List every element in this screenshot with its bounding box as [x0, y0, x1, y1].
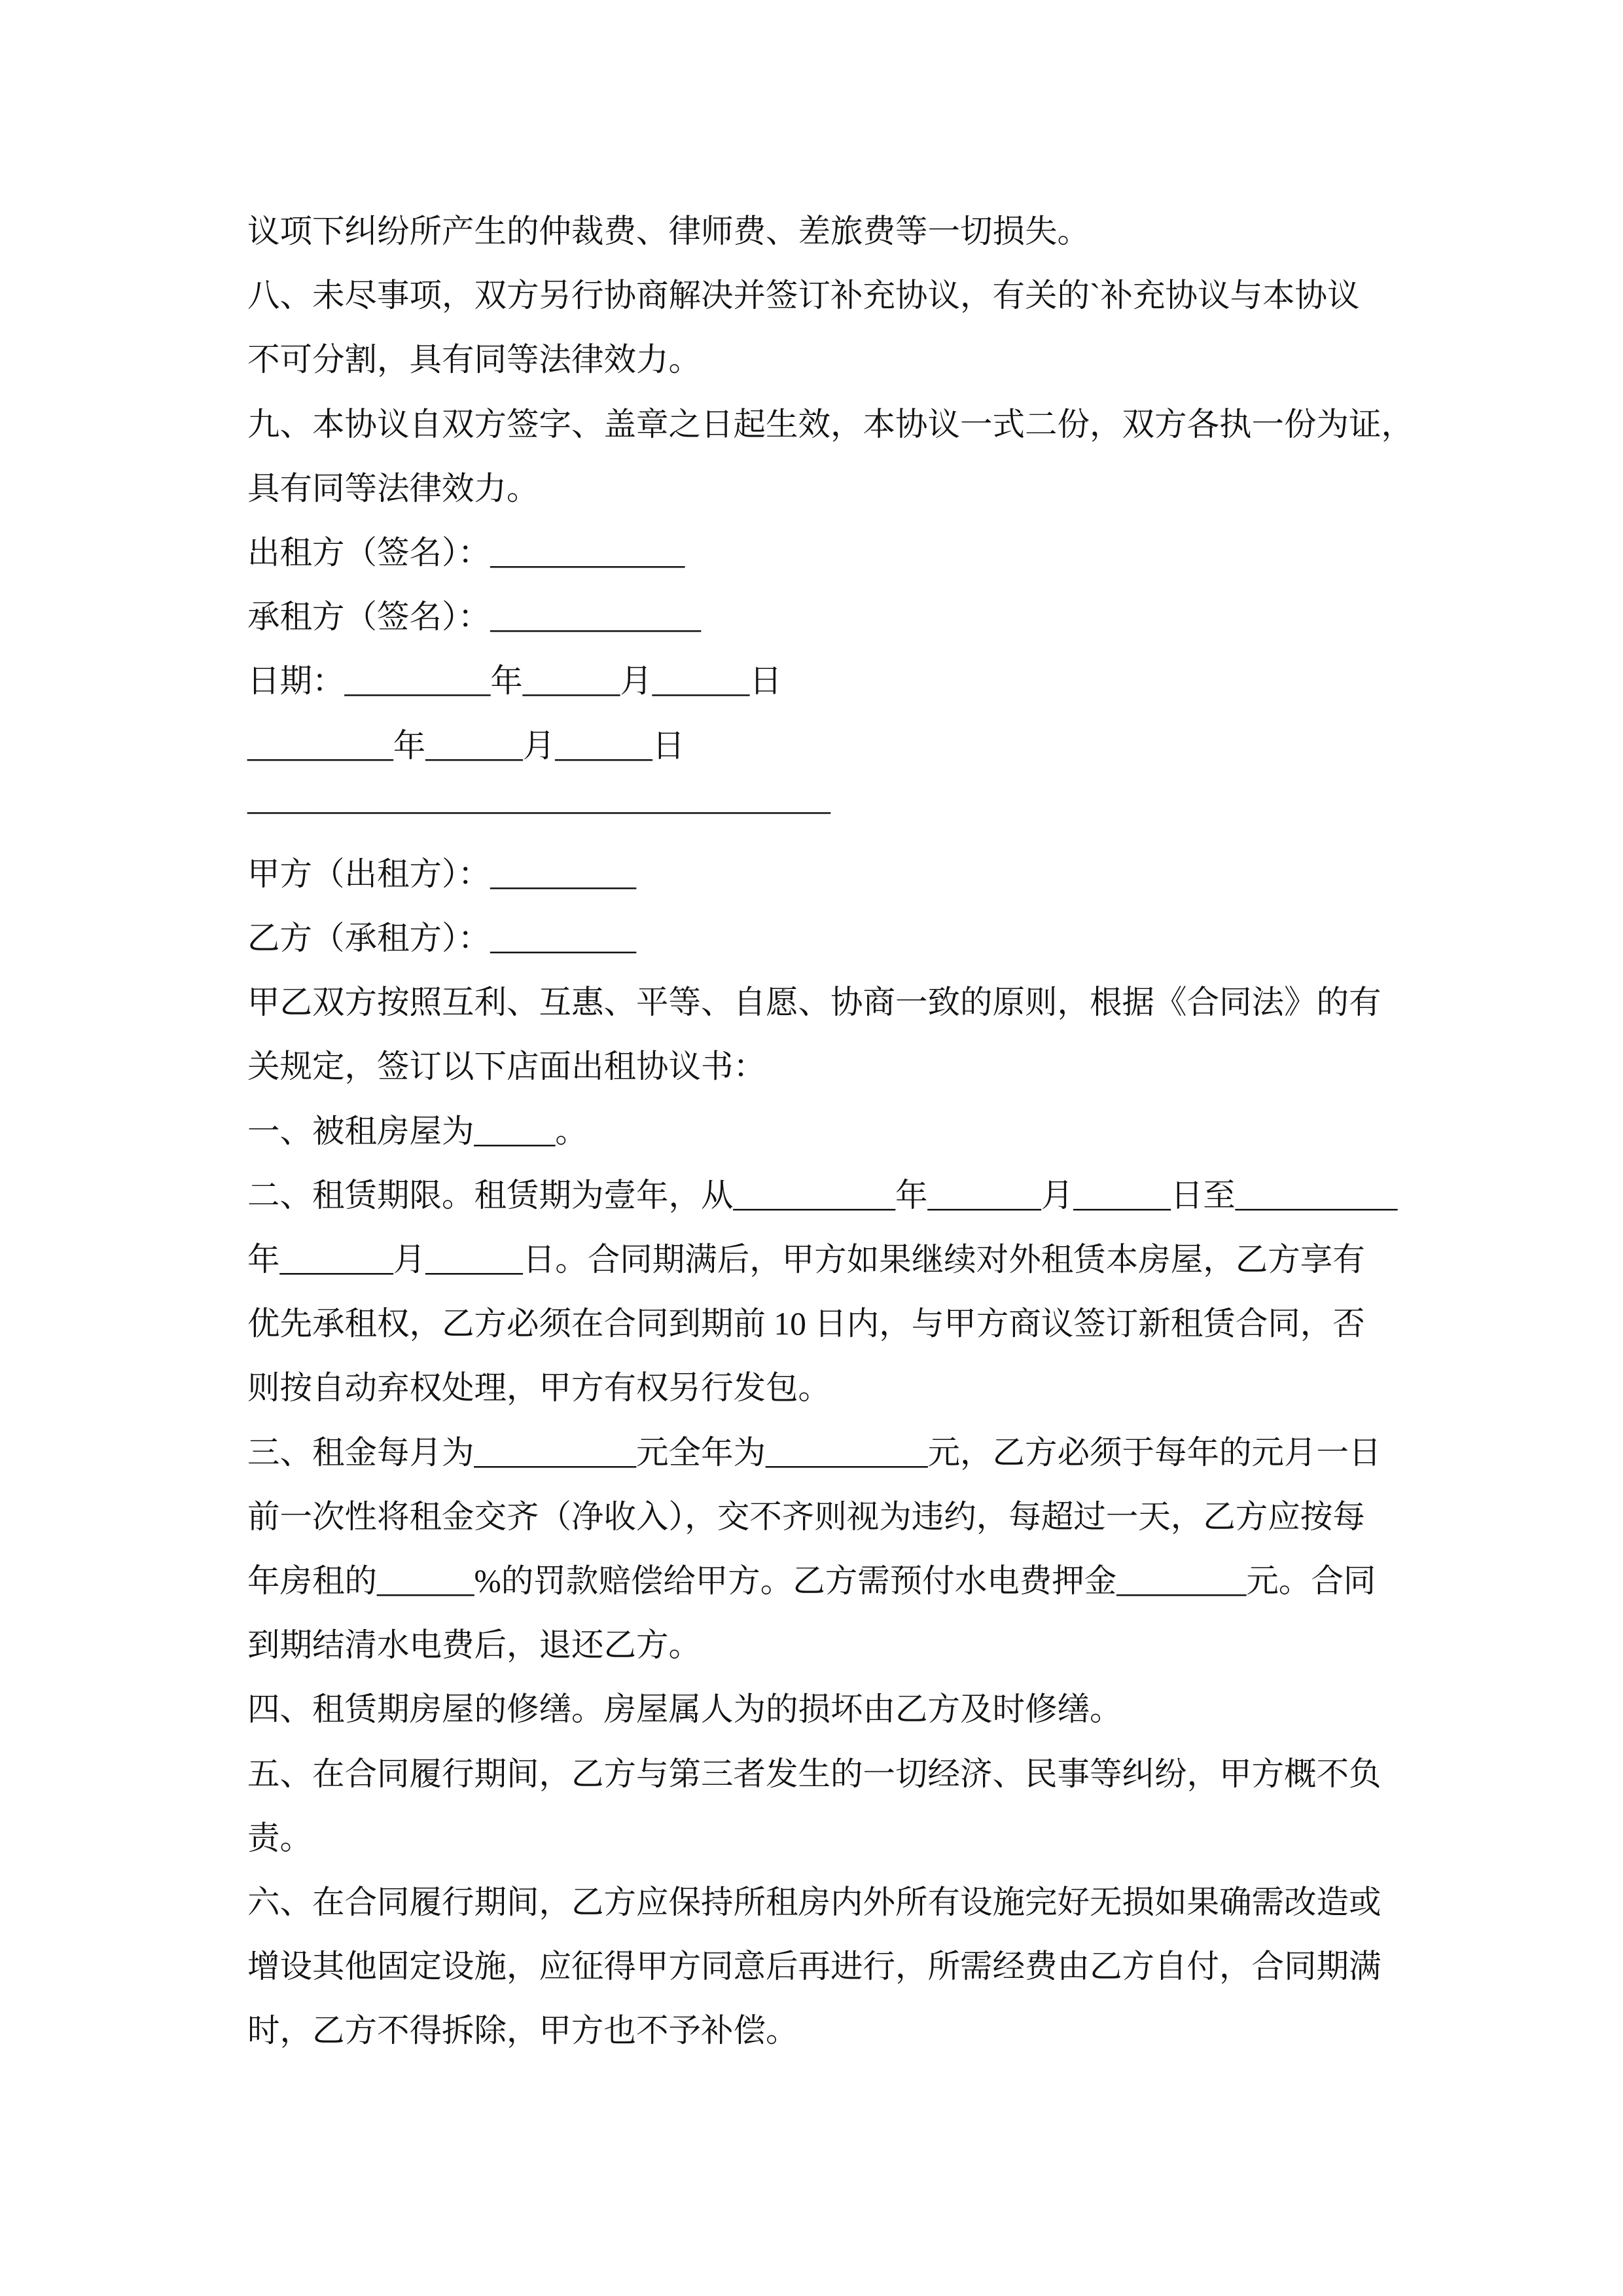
- text-line: 九、本协议自双方签字、盖章之日起生效，本协议一式二份，双方各执一份为证，: [247, 406, 1414, 442]
- party-a-line: 甲方（出租方）：_________: [247, 855, 636, 892]
- clause-4: 四、租赁期房屋的修缮。房屋属人为的损坏由乙方及时修缮。: [247, 1691, 1122, 1728]
- lessee-signature-line: 承租方（签名）：_____________: [247, 599, 701, 636]
- date-line: _________年______月______日: [247, 727, 685, 764]
- text-line: 议项下纠纷所产生的仲裁费、律师费、差旅费等一切损失。: [247, 213, 1090, 249]
- text-line: 前一次性将租金交齐（净收入），交不齐则视为违约，每超过一天，乙方应按每: [247, 1498, 1365, 1535]
- text-line: 则按自动弃权处理，甲方有权另行发包。: [247, 1370, 830, 1407]
- date-line: 日期：_________年______月______日: [247, 663, 782, 700]
- divider: ——————————————————: [247, 791, 830, 828]
- text-line: 到期结清水电费后，退还乙方。: [247, 1627, 701, 1664]
- text-line: 甲乙双方按照互利、互惠、平等、自愿、协商一致的原则，根据《合同法》的有: [247, 984, 1382, 1021]
- text-line: 年房租的______%的罚款赔偿给甲方。乙方需预付水电费押金________元。合同: [247, 1562, 1376, 1599]
- text-line: 年_______月______日。合同期满后，甲方如果继续对外租赁本房屋，乙方享有: [247, 1242, 1365, 1278]
- text-line: 具有同等法律效力。: [247, 470, 539, 507]
- lessor-signature-line: 出租方（签名）：____________: [247, 534, 685, 571]
- text-line: 不可分割，具有同等法律效力。: [247, 342, 701, 378]
- clause-6: 六、在合同履行期间，乙方应保持所租房内外所有设施完好无损如果确需改造或: [247, 1884, 1382, 1920]
- text-line: 时，乙方不得拆除，甲方也不予补偿。: [247, 2013, 798, 2049]
- text-line: 责。: [247, 1820, 312, 1856]
- text-line: 优先承租权，乙方必须在合同到期前 10 日内，与甲方商议签订新租赁合同，否: [247, 1306, 1365, 1342]
- party-b-line: 乙方（承租方）：_________: [247, 920, 636, 957]
- clause-1: 一、被租房屋为_____。: [247, 1113, 588, 1149]
- clause-2: 二、租赁期限。租赁期为壹年，从__________年_______月______日至__________: [247, 1177, 1398, 1213]
- text-line: 八、未尽事项，双方另行协商解决并签订补充协议，有关的`补充协议与本协议: [247, 278, 1360, 314]
- clause-5: 五、在合同履行期间，乙方与第三者发生的一切经济、民事等纠纷，甲方概不负: [247, 1755, 1382, 1792]
- text-line: 关规定，签订以下店面出租协议书：: [247, 1049, 766, 1085]
- clause-3: 三、租金每月为__________元全年为__________元，乙方必须于每年的元月一日: [247, 1434, 1382, 1471]
- text-line: 增设其他固定设施，应征得甲方同意后再进行，所需经费由乙方自付，合同期满: [247, 1948, 1382, 1985]
- document-page: [247, 200, 1414, 2063]
